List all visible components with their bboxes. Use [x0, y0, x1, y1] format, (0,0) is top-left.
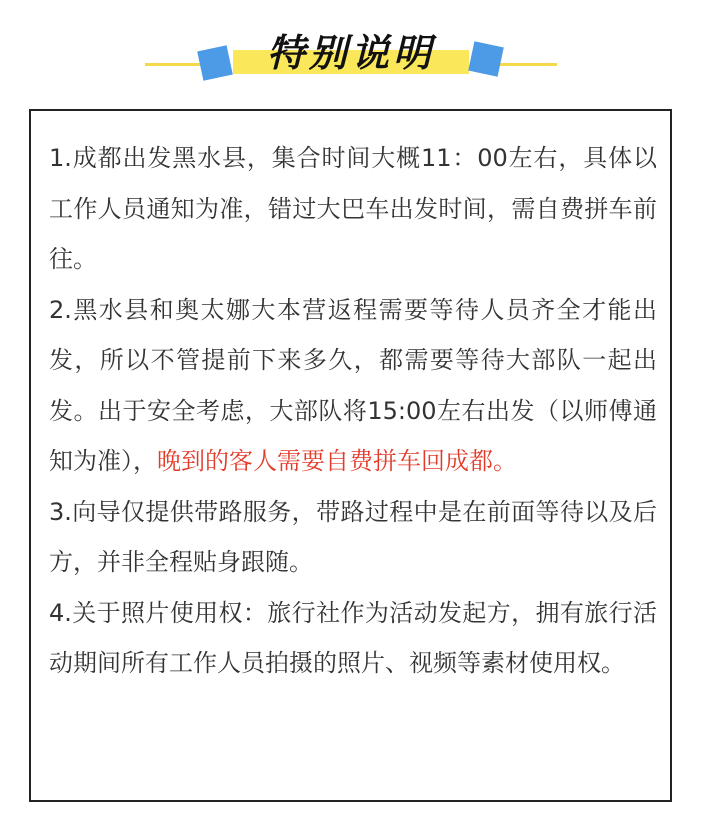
decor-square-left — [197, 45, 233, 81]
note-item-3-text: 3.向导仅提供带路服务，带路过程中是在前面等待以及后方，并非全程贴身跟随。 — [49, 497, 657, 576]
notes-content — [49, 133, 657, 689]
page-title: 特别说明 — [266, 31, 435, 75]
note-item-4-text: 4.关于照片使用权：旅行社作为活动发起方，拥有旅行活动期间所有工作人员拍摄的照片、视频等素材使用权。 — [49, 598, 657, 677]
note-item-2-warning: 晚到的客人需要自费拼车回成都。 — [157, 447, 517, 475]
note-item-2 — [49, 285, 657, 487]
note-item-1 — [49, 133, 657, 285]
notes-box — [29, 109, 672, 802]
note-item-2-text: 2.黑水县和奥太娜大本营返程需要等待人员齐全才能出发，所以不管提前下来多久，都需要等待大部队一起出发。出于安全考虑，大部队将15:00左右出发（以师傅通知为准）， — [49, 295, 657, 475]
decor-square-right — [468, 41, 504, 77]
note-item-4 — [49, 588, 657, 689]
note-item-3 — [49, 487, 657, 588]
section-header — [0, 0, 702, 100]
decor-line-right — [497, 63, 557, 66]
note-item-1-text: 1.成都出发黑水县，集合时间大概11：00左右，具体以工作人员通知为准，错过大巴车出发时间，需自费拼车前往。 — [49, 144, 657, 273]
decor-line-left — [145, 63, 205, 66]
